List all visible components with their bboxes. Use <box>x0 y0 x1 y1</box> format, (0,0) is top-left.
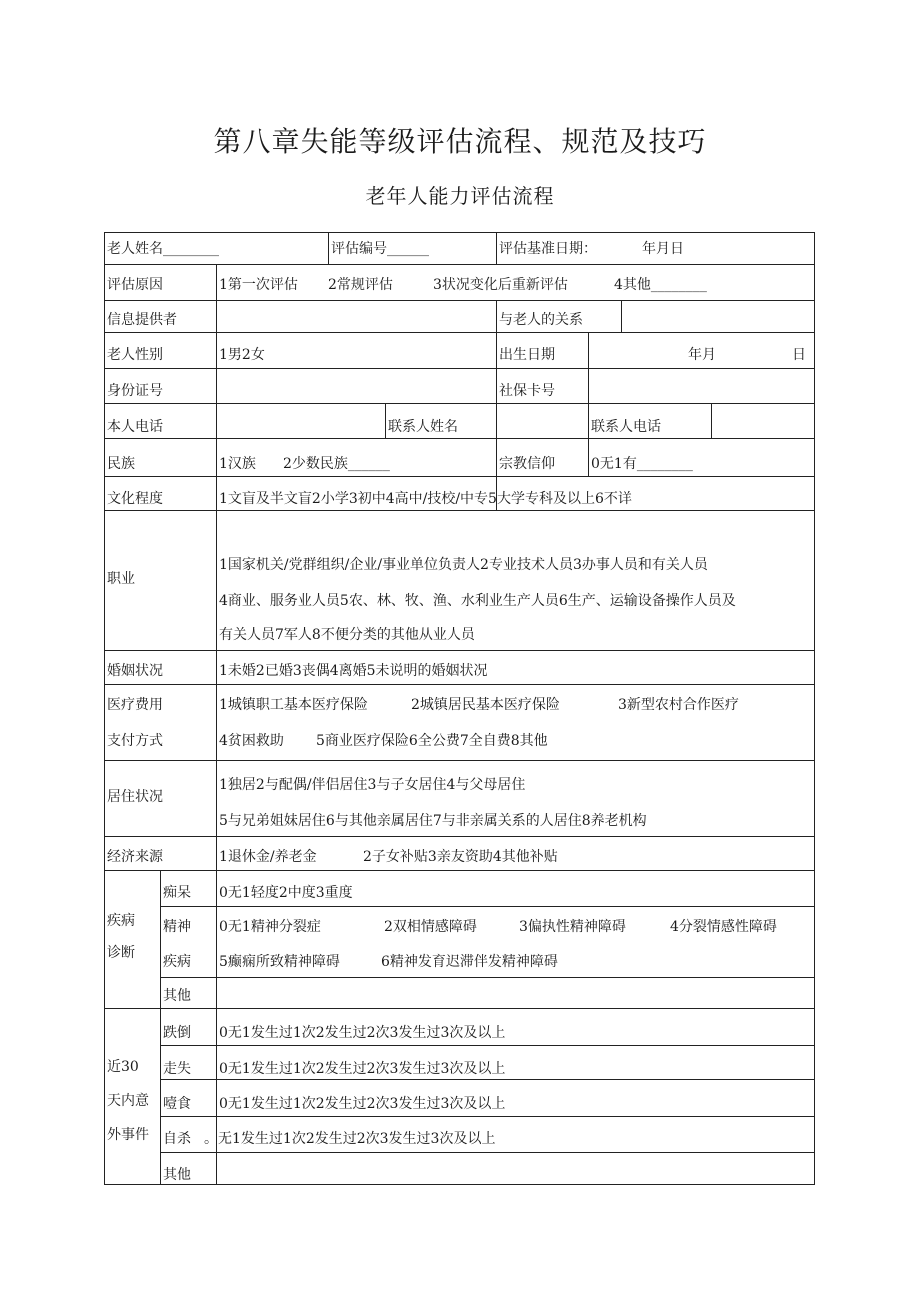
eval-reason-option: 1第一次评估 <box>219 277 298 293</box>
ethnicity-option: 2少数民族______ <box>283 456 390 472</box>
medical-payment-option: 4贫困救助 <box>219 733 284 749</box>
row-divider <box>104 403 815 404</box>
eval-reason-option: 4其他________ <box>614 277 707 293</box>
col-divider <box>588 403 589 438</box>
medical-payment-option: 1城镇职工基本医疗保险 <box>219 697 368 713</box>
col-divider <box>588 438 589 476</box>
row-divider <box>104 476 815 477</box>
income-label: 经济来源 <box>107 849 163 865</box>
choking-label: 噎食 <box>163 1096 191 1112</box>
row-divider <box>104 368 815 369</box>
id-number-label: 身份证号 <box>107 383 163 399</box>
occupation-line: 1国家机关/党群组织/企业/事业单位负责人2专业技术人员3办事人员和有关人员 <box>219 557 708 573</box>
row-divider <box>104 870 815 871</box>
marital-value: 1未婚2已婚3丧偶4离婚5未说明的婚姻状况 <box>219 663 488 679</box>
accident-label: 天内意 <box>107 1093 149 1109</box>
income-option: 1退休金/养老金 <box>219 849 317 865</box>
mental-illness-option: 0无1精神分裂症 <box>219 919 321 935</box>
occupation-line: 4商业、服务业人员5农、林、牧、渔、水利业生产人员6生产、运输设备操作人员及 <box>219 593 736 609</box>
education-value: 1文盲及半文盲2小学3初中4高中/技校/中专5大学专科及以上6不详 <box>219 491 632 507</box>
mental-illness-label: 精神 <box>163 919 191 935</box>
eval-reason-label: 评估原因 <box>107 277 163 293</box>
medical-payment-option: 2城镇居民基本医疗保险 <box>411 697 560 713</box>
mental-illness-option: 5癫痫所致精神障碍 <box>219 954 340 970</box>
row-divider <box>104 760 815 761</box>
mental-illness-option: 3偏执性精神障碍 <box>519 919 626 935</box>
col-divider <box>711 403 712 438</box>
mental-illness-option: 6精神发育迟滞伴发精神障碍 <box>381 954 558 970</box>
eval-reason-option: 2常规评估 <box>328 277 393 293</box>
row-divider <box>104 300 815 301</box>
eval-date-label: 评估基准日期： <box>499 241 597 257</box>
gender-label: 老人性别 <box>107 347 163 363</box>
marital-label: 婚姻状况 <box>107 663 163 679</box>
page-subtitle: 老年人能力评估流程 <box>365 184 555 208</box>
education-label: 文化程度 <box>107 491 163 507</box>
religion-label: 宗教信仰 <box>499 456 555 472</box>
dementia-value: 0无1轻度2中度3重度 <box>219 885 353 901</box>
page-title: 第八章失能等级评估流程、规范及技巧 <box>213 125 707 158</box>
suicide-label: 自杀 <box>163 1131 191 1147</box>
occupation-label: 职业 <box>107 571 135 587</box>
row-divider <box>104 264 815 265</box>
disease-label: 诊断 <box>107 945 135 961</box>
relation-label: 与老人的关系 <box>499 312 583 328</box>
row-divider <box>104 332 815 333</box>
choking-value: 0无1发生过1次2发生过2次3发生过3次及以上 <box>219 1096 506 1112</box>
row-divider <box>104 510 815 511</box>
suicide-value: 。无1发生过1次2发生过2次3发生过3次及以上 <box>204 1131 496 1147</box>
social-card-label: 社保卡号 <box>499 383 555 399</box>
contact-phone-label: 联系人电话 <box>591 419 661 435</box>
col-divider <box>385 403 386 438</box>
col-divider <box>328 232 329 264</box>
residence-line: 1独居2与配偶/伴侣居住3与子女居住4与父母居住 <box>219 777 526 793</box>
wandering-label: 走失 <box>163 1061 191 1077</box>
birth-date-year-month: 年月 <box>688 347 716 363</box>
col-divider <box>496 232 497 264</box>
gender-value: 1男2女 <box>219 347 265 363</box>
accident-other-label: 其他 <box>163 1167 191 1183</box>
mental-illness-label: 疾病 <box>163 954 191 970</box>
row-divider <box>160 1079 815 1080</box>
disease-label: 疾病 <box>107 913 135 929</box>
phone-label: 本人电话 <box>107 419 163 435</box>
occupation-line: 有关人员7军人8不便分类的其他从业人员 <box>219 627 475 643</box>
row-divider <box>104 836 815 837</box>
row-divider <box>160 1045 815 1046</box>
row-divider <box>160 977 815 978</box>
medical-payment-option: 3新型农村合作医疗 <box>618 697 739 713</box>
col-divider <box>621 300 622 332</box>
informant-label: 信息提供者 <box>107 312 177 328</box>
mental-illness-option: 4分裂情感性障碍 <box>670 919 777 935</box>
col-divider <box>588 332 589 403</box>
religion-value: 0无1有________ <box>591 456 693 472</box>
fall-label: 跌倒 <box>163 1025 191 1041</box>
mental-illness-option: 2双相情感障碍 <box>384 919 477 935</box>
fall-value: 0无1发生过1次2发生过2次3发生过3次及以上 <box>219 1025 506 1041</box>
income-option: 2子女补贴3亲友资助4其他补贴 <box>363 849 558 865</box>
row-divider <box>104 650 815 651</box>
row-divider <box>104 684 815 685</box>
eval-reason-option: 3状况变化后重新评估 <box>433 277 568 293</box>
disease-other-label: 其他 <box>163 988 191 1004</box>
medical-payment-option: 5商业医疗保险6全公费7全自费8其他 <box>316 733 548 749</box>
row-divider <box>104 1008 815 1009</box>
dementia-label: 痴呆 <box>163 885 191 901</box>
medical-payment-label: 医疗费用 <box>107 697 163 713</box>
ethnicity-option: 1汉族 <box>219 456 256 472</box>
col-divider <box>160 870 161 1185</box>
residence-line: 5与兄弟姐妹居住6与其他亲属居住7与非亲属关系的人居住8养老机构 <box>219 813 647 829</box>
eval-date-value: 年月日 <box>642 241 684 257</box>
accident-label: 外事件 <box>107 1127 149 1143</box>
row-divider <box>160 906 815 907</box>
accident-label: 近30 <box>107 1059 139 1075</box>
residence-label: 居住状况 <box>107 789 163 805</box>
row-divider <box>104 438 815 439</box>
eval-number-field: 评估编号______ <box>331 241 429 257</box>
ethnicity-label: 民族 <box>107 456 135 472</box>
birth-date-label: 出生日期 <box>499 347 555 363</box>
elder-name-field: 老人姓名________ <box>107 241 219 257</box>
col-divider <box>216 264 217 884</box>
contact-name-label: 联系人姓名 <box>388 419 458 435</box>
row-divider <box>160 1116 815 1117</box>
col-divider <box>496 300 497 510</box>
birth-date-day: 日 <box>792 347 806 363</box>
row-divider <box>160 1152 815 1153</box>
wandering-value: 0无1发生过1次2发生过2次3发生过3次及以上 <box>219 1061 506 1077</box>
medical-payment-label: 支付方式 <box>107 733 163 749</box>
